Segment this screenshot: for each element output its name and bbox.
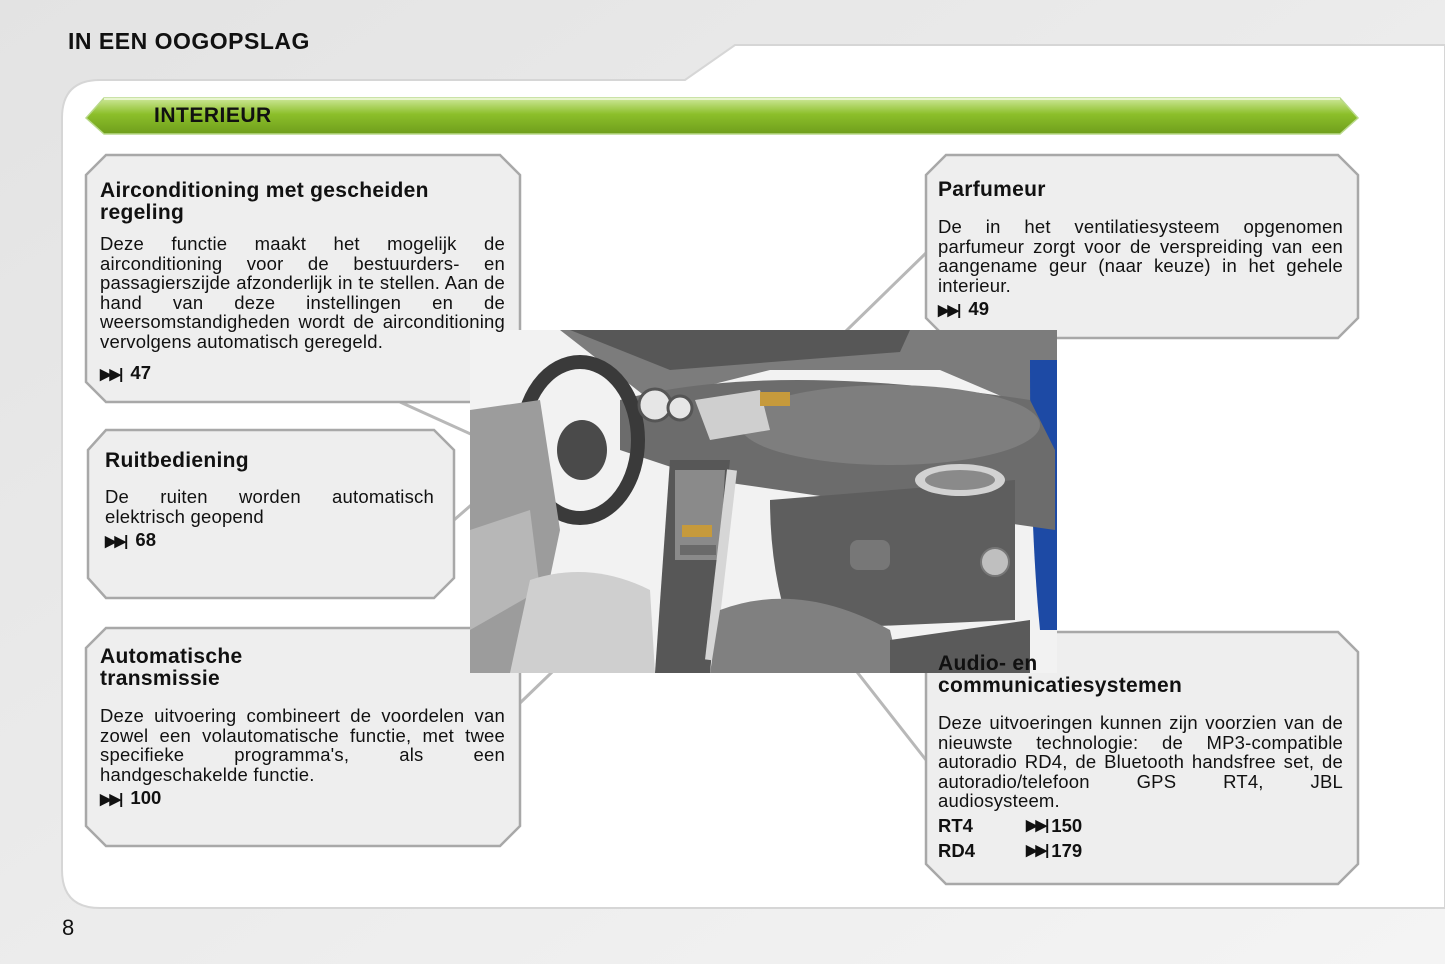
box-transmissie bbox=[100, 646, 505, 811]
ruit-title: Ruitbediening bbox=[105, 449, 249, 472]
parfumeur-ref[interactable] bbox=[938, 298, 1343, 322]
ruit-ref-page: 68 bbox=[135, 529, 156, 551]
audio-text: Deze uitvoeringen kunnen zijn voorzien van de nieuwste technologie: de MP3-compatible autoradio RD4, de Bluetooth handsfree set, de autoradio/telefoon GPS RT4, JBL audiosysteem. bbox=[938, 712, 1343, 812]
audio-ref-label: RT4 bbox=[938, 814, 973, 836]
box-aircon bbox=[100, 180, 505, 386]
box-ruit bbox=[105, 450, 434, 553]
aircon-ref[interactable] bbox=[100, 362, 505, 386]
audio-ref-row[interactable] bbox=[938, 838, 1343, 863]
ruit-text: De ruiten worden automatisch elektrisch geopend bbox=[105, 486, 434, 527]
audio-refs bbox=[938, 813, 1343, 863]
section-band-shape bbox=[86, 98, 1358, 134]
audio-ref-row[interactable] bbox=[938, 813, 1343, 838]
skip-forward-icon: ▶▶| bbox=[100, 365, 122, 383]
skip-forward-icon: ▶▶| bbox=[938, 302, 960, 320]
skip-forward-icon: ▶▶| bbox=[1026, 816, 1048, 834]
audio-ref-page: 150 bbox=[1051, 814, 1083, 836]
transmissie-ref-page: 100 bbox=[130, 787, 162, 809]
transmissie-ref[interactable] bbox=[100, 787, 505, 811]
audio-ref-label: RD4 bbox=[938, 839, 976, 861]
section-title: INTERIEUR bbox=[154, 104, 272, 127]
box-parfumeur bbox=[938, 179, 1343, 322]
skip-forward-icon: ▶▶| bbox=[100, 791, 122, 809]
aircon-title: Airconditioning met gescheiden regeling bbox=[100, 179, 429, 224]
transmissie-text: Deze uitvoering combineert de voordelen van zowel een volautomatische functie, met twee specifieke programma's, als een handgeschakelde functie. bbox=[100, 705, 505, 785]
aircon-text: Deze functie maakt het mogelijk de airconditioning voor de bestuurders- en passagierszijde afzonderlijk in te stellen. Aan de hand van deze instellingen en de weersomstandigheden wordt de airconditioning vervolgens automatisch geregeld. bbox=[100, 233, 505, 352]
box-audio bbox=[938, 653, 1343, 863]
page-number: 8 bbox=[62, 915, 75, 940]
parfumeur-text: De in het ventilatiesysteem opgenomen parfumeur zorgt voor de verspreiding van een aangename geur (naar keuze) in het gehele interieur. bbox=[938, 216, 1343, 296]
aircon-ref-page: 47 bbox=[130, 361, 151, 383]
ruit-ref[interactable] bbox=[105, 529, 434, 553]
skip-forward-icon: ▶▶| bbox=[105, 533, 127, 551]
page-title: IN EEN OOGOPSLAG bbox=[68, 28, 310, 54]
audio-title: Audio- en communicatiesystemen bbox=[938, 652, 1183, 697]
audio-ref-page: 179 bbox=[1051, 839, 1083, 861]
parfumeur-title: Parfumeur bbox=[938, 178, 1046, 201]
parfumeur-ref-page: 49 bbox=[968, 298, 989, 320]
skip-forward-icon: ▶▶| bbox=[1026, 841, 1048, 859]
car-interior-image bbox=[470, 330, 1057, 673]
transmissie-title: Automatische transmissie bbox=[100, 645, 243, 690]
